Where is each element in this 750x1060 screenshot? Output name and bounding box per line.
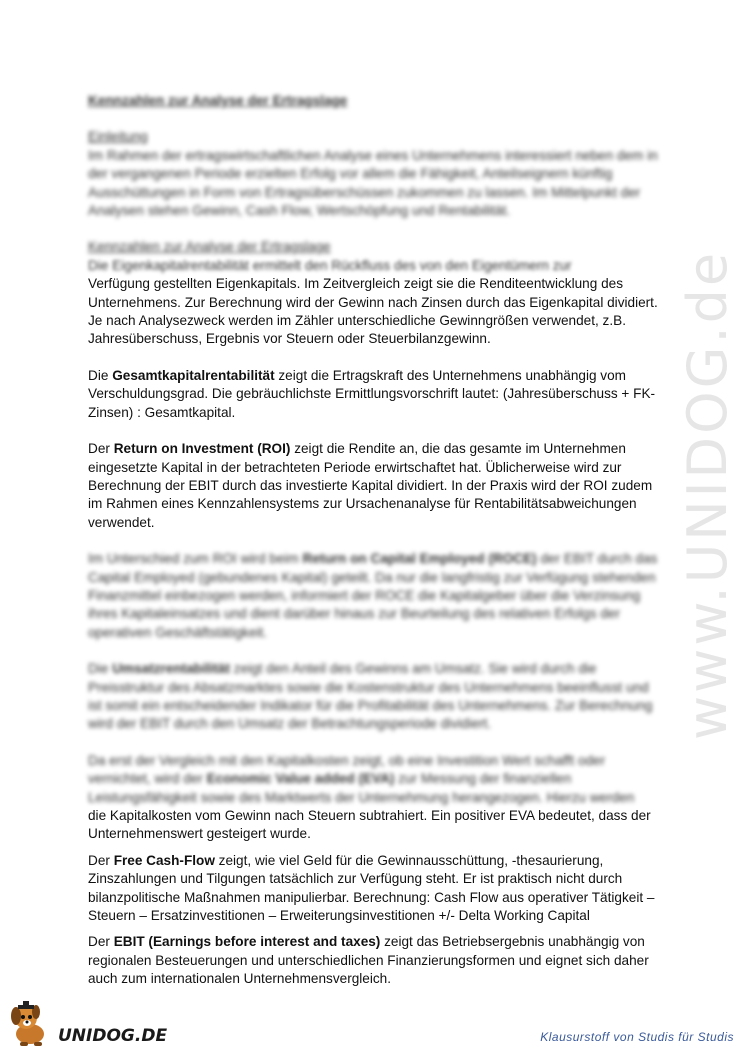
watermark: www.UNIDOG.de bbox=[676, 249, 739, 740]
intro-section bbox=[88, 128, 660, 220]
term-bold: EBIT (Earnings before interest and taxes) bbox=[113, 934, 381, 950]
term-bold: Return on Capital Employed (ROCE) bbox=[302, 551, 537, 567]
text-rest: zeigt die Ertragskraft des Unternehmens unabhängig vom Verschuldungsgrad. Die gebräuchlichste Ermittlungsvorschrift lautet: (Jahresüberschuss + FK-Zinsen) : Gesamtkapital. bbox=[88, 367, 656, 420]
text-prefix: Im Unterschied zum ROI wird beim bbox=[88, 551, 303, 567]
text-prefix: Der bbox=[88, 852, 114, 868]
intro-text: Im Rahmen der ertragswirtschaftlichen Analyse eines Unternehmens interessiert neben dem in der vergangenen Periode erzielten Erfolg vor allem die Fähigkeit, Anteilseignern künftig Ausschüttungen in Form von Ertragsüberschüssen zukommen zu lassen. Im Mittelpunkt der Analysen stehen Gewinn, Cash Flow, Wertschöpfung und Rentabilität. bbox=[88, 147, 658, 219]
paragraph-roi bbox=[88, 440, 660, 532]
document-title: Kennzahlen zur Analyse der Ertragslage bbox=[88, 93, 348, 108]
paragraph-eva bbox=[88, 752, 660, 844]
term-bold: Umsatzrentabilität bbox=[112, 661, 231, 677]
unidog-logo[interactable] bbox=[6, 998, 168, 1050]
text-rest: zeigt das Betriebsergebnis unabhängig von regionalen Besteuerungen und unterschiedlichen Finanzierungsformen und eignet sich daher auch zum internationalen Unternehmensvergleich. bbox=[88, 934, 649, 987]
text-prefix: Der bbox=[88, 441, 114, 457]
hidden-line: Die Eigenkapitalrentabilität ermittelt den Rückfluss des von den Eigentümern zur bbox=[88, 257, 572, 273]
paragraph-roce bbox=[88, 550, 660, 642]
text-rest: zeigt den Anteil des Gewinns am Umsatz. Sie wird durch die Preisstruktur des Absatzmarktes sowie die Kostenstruktur des Unternehmens beeinflusst und ist somit ein entscheidender Indikator für die Profitabilität des Unternehmens. Zur Berechnung wird der EBIT durch den Umsatz der Betrachtungsperiode dividiert. bbox=[88, 661, 653, 732]
text-rest: zeigt die Rendite an, die das gesamte im Unternehmen eingesetzte Kapital in der betrachteten Periode erwirtschaftet hat. Üblicherweise wird zur Berechnung der EBIT durch das investierte Kapital dividiert. In der Praxis wird der ROI zudem im Rahmen eines Kennzahlensystems zur Ursachenanalyse für Rentabilitätsabweichungen verwendet. bbox=[88, 441, 653, 530]
footer-tagline: Klausurstoff von Studis für Studis bbox=[540, 1030, 734, 1044]
dog-icon bbox=[6, 998, 66, 1050]
text-prefix: Der bbox=[88, 934, 114, 950]
document-body bbox=[88, 92, 660, 997]
term-bold: Free Cash-Flow bbox=[113, 852, 215, 868]
section-heading: Kennzahlen zur Analyse der Ertragslage bbox=[88, 239, 331, 255]
paragraph-gesamtkapitalrentabilitaet bbox=[88, 367, 660, 422]
text-prefix: Die bbox=[88, 661, 113, 677]
text-prefix: Die bbox=[88, 367, 113, 383]
text-rest: zeigt, wie viel Geld für die Gewinnausschüttung, -thesaurierung, Zinszahlungen und Tilgungen tatsächlich zur Verfügung steht. Er ist praktisch nicht durch bilanzpolitische Maßnahmen manipulierbar. Berechnung: Cash Flow aus operativer Tätigkeit – Steuern – Ersatzinvestitionen – Erweiterungsinvestitionen +/- Delta Working Capital bbox=[88, 852, 655, 924]
logo-text: UNIDOG.DE bbox=[58, 1026, 168, 1046]
paragraph-text: Verfügung gestellten Eigenkapitals. Im Zeitvergleich zeigt sie die Renditeentwicklung des Unternehmens. Zur Berechnung wird der Gewinn nach Zinsen durch das Eigenkapital dividiert. Je nach Analysezweck werden im Zähler unterschiedliche Gewinngrößen verwendet, z.B. Jahresüberschuss, Ergebnis vor Steuern oder Steuerbilanzgewinn. bbox=[88, 276, 658, 347]
text-rest: zur Messung der finanziellen Leistungsfähigkeit sowie des Marktwerts der Unternehmung herangezogen. Hierzu werden bbox=[88, 771, 635, 805]
paragraph-text: die Kapitalkosten vom Gewinn nach Steuern subtrahiert. Ein positiver EVA bedeutet, dass der Unternehmenswert gesteigert wurde. bbox=[88, 808, 651, 842]
paragraph-free-cash-flow bbox=[88, 852, 660, 926]
term-bold: Economic Value added (EVA) bbox=[206, 771, 395, 787]
paragraph-umsatzrentabilitaet bbox=[88, 660, 660, 734]
text-prefix: Da erst der Vergleich mit den Kapitalkosten zeigt, ob eine Investition Wert schafft oder vernichtet, wird der bbox=[88, 752, 606, 787]
paragraph-ebit bbox=[88, 933, 660, 988]
text-rest: der EBIT durch das Capital Employed (gebundenes Kapital) geteilt. Da nur die langfristig zur Verfügung stehenden Finanzmittel einbezogen werden, informiert der ROCE die Kapitalgeber über die Verzinsung ihres Kapitaleinsatzes und dient darüber hinaus zur Beurteilung des relativen Erfolgs der operativen Geschäftstätigkeit. bbox=[88, 551, 658, 640]
intro-heading: Einleitung bbox=[88, 129, 148, 145]
term-bold: Return on Investment (ROI) bbox=[113, 441, 291, 457]
term-bold: Gesamtkapitalrentabilität bbox=[112, 367, 275, 383]
paragraph-eigenkapitalrentabilitaet bbox=[88, 238, 660, 348]
